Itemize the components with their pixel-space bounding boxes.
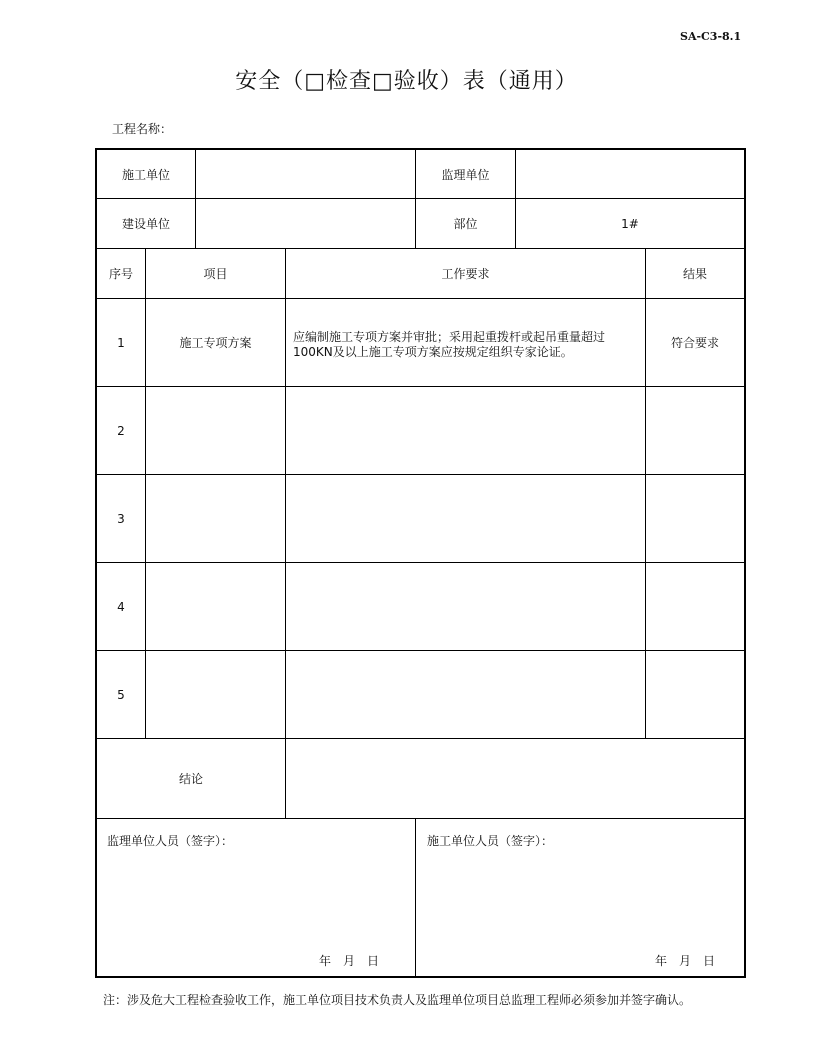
location-field[interactable]: 1# (621, 216, 639, 231)
form-code: SA-C3-8.1 (680, 30, 742, 43)
row-item[interactable] (146, 651, 285, 738)
row-requirement[interactable] (286, 563, 645, 650)
row-result[interactable] (646, 387, 744, 474)
row-item[interactable] (146, 563, 285, 650)
row-requirement[interactable] (286, 387, 645, 474)
footnote: 注：涉及危大工程检查验收工作，施工单位项目技术负责人及监理单位项目总监理工程师必须参加并签字确认。 (103, 993, 692, 1007)
supervision-unit-label: 监理单位 (441, 167, 490, 182)
row-requirement[interactable] (286, 651, 645, 738)
row-result[interactable]: 符合要求 (670, 336, 719, 350)
row-result[interactable] (646, 475, 744, 562)
row-result[interactable] (646, 563, 744, 650)
row-requirement (293, 330, 643, 360)
supervision-signature-date: 年 月 日 (319, 954, 380, 968)
construction-unit-field[interactable] (196, 150, 415, 198)
row-line (97, 818, 744, 819)
column-header-result: 结果 (682, 267, 707, 281)
supervision-unit-field[interactable] (516, 150, 744, 198)
column-header-no: 序号 (108, 267, 133, 281)
requirement-line: 应编制施工专项方案并审批；采用起重拨杆或起吊重量超过 (293, 330, 606, 344)
requirement-line: 100KN及以上施工专项方案应按规定组织专家论证。 (293, 345, 573, 359)
owner-unit-label: 建设单位 (121, 217, 170, 231)
row-number: 4 (117, 599, 125, 614)
conclusion-field[interactable] (286, 739, 744, 818)
construction-signature-date: 年 月 日 (655, 954, 716, 968)
column-header-requirement: 工作要求 (441, 267, 490, 281)
row-item: 施工专项方案 (179, 336, 252, 350)
construction-unit-label: 施工单位 (121, 167, 170, 182)
conclusion-label: 结论 (178, 772, 203, 786)
row-number: 5 (117, 687, 125, 702)
row-number: 3 (117, 511, 125, 526)
supervision-signature-label: 监理单位人员（签字）： (107, 834, 234, 848)
page-title: 安全（□检查□验收）表（通用） (235, 69, 578, 94)
row-requirement[interactable] (286, 475, 645, 562)
column-header-item: 项目 (203, 267, 228, 281)
inspection-form-table (95, 148, 746, 978)
row-number: 2 (117, 423, 125, 438)
project-name-label: 工程名称： (112, 122, 173, 136)
row-item[interactable] (146, 387, 285, 474)
row-result[interactable] (646, 651, 744, 738)
row-item[interactable] (146, 475, 285, 562)
row-number: 1 (117, 335, 125, 350)
owner-unit-field[interactable] (196, 199, 415, 248)
construction-signature-label: 施工单位人员（签字）： (427, 834, 554, 848)
col-line (415, 818, 416, 976)
location-label: 部位 (453, 217, 478, 231)
